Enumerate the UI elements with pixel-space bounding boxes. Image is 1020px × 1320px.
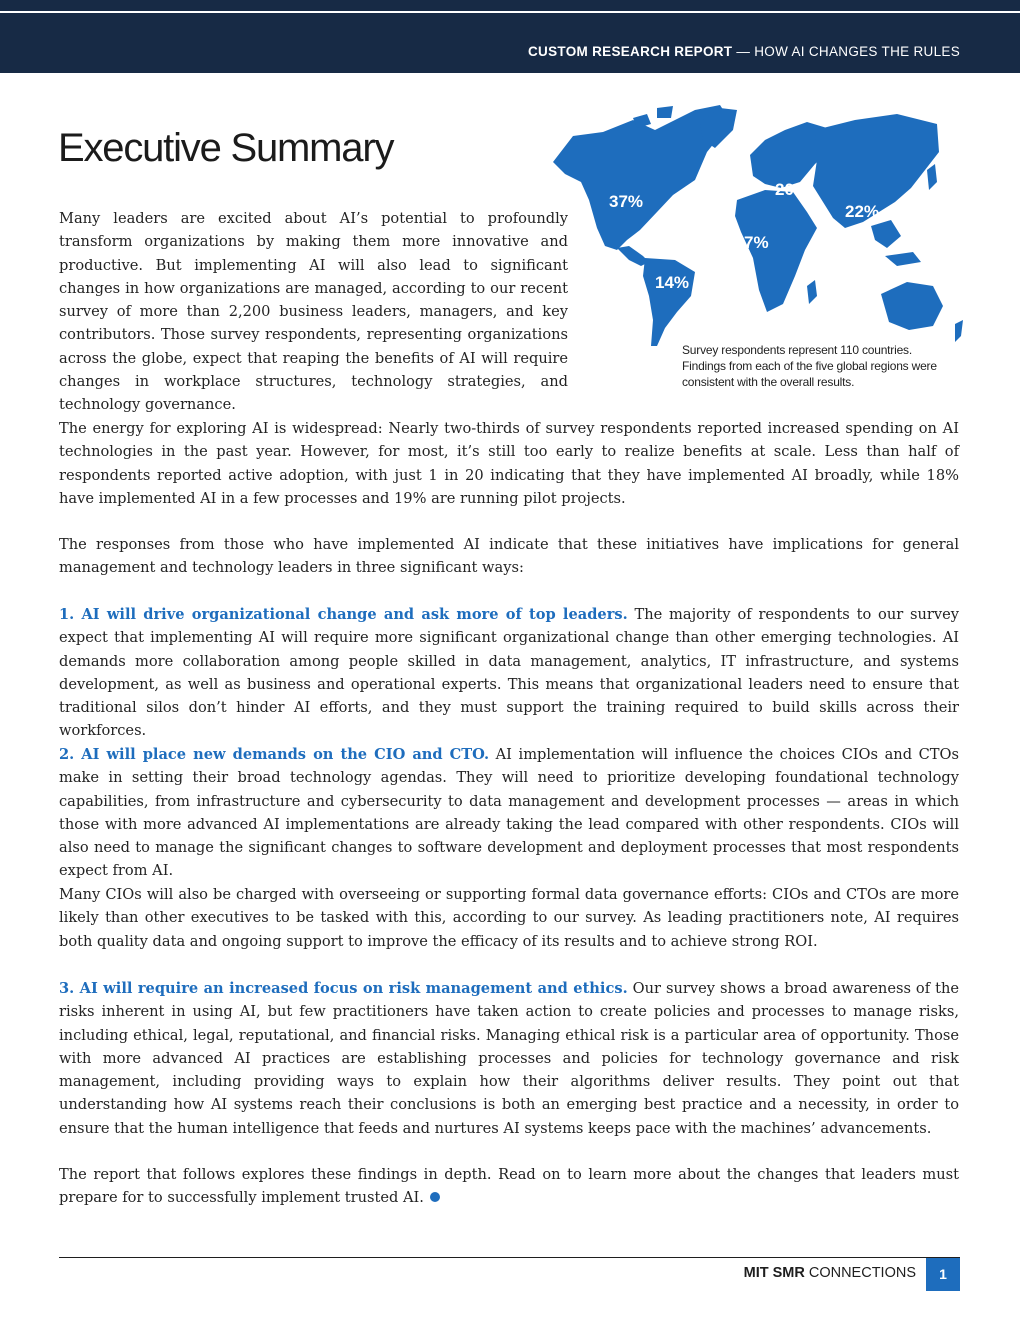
header-rule (0, 11, 1020, 13)
map-label-south-america: 14% (655, 273, 690, 292)
footer-brand-bold: MIT SMR (743, 1265, 805, 1281)
point-1-heading: 1. AI will drive organizational change and ask more of top leaders. (59, 606, 628, 623)
paragraph-governance: Many CIOs will also be charged with overseeing or supporting formal data governance efforts: CIOs and CTOs are more likely than other executives to be tasked with this, according to our survey. As leading practitioners note, AI requires both quality data and ongoing support to improve the efficacy of its results and to achieve strong ROI. (59, 886, 959, 950)
map-label-north-america: 37% (609, 192, 644, 211)
map-madagascar (807, 280, 817, 304)
footer-rule (59, 1257, 960, 1258)
paragraph-implications: The responses from those who have implemented AI indicate that these initiatives have implications for general management and technology leaders in three significant ways: (59, 536, 959, 577)
header-bar (0, 0, 1020, 73)
map-south-america (643, 258, 695, 346)
map-central-america (617, 246, 649, 266)
end-mark-icon (430, 1192, 440, 1202)
point-3-heading: 3. AI will require an increased focus on risk management and ethics. (59, 980, 628, 997)
point-2-heading: 2. AI will place new demands on the CIO and CTO. (59, 746, 490, 763)
footer-brand-rest: CONNECTIONS (804, 1265, 916, 1281)
map-label-asia: 22% (845, 202, 880, 221)
point-2 (59, 743, 959, 883)
map-arctic-island-2 (657, 106, 673, 118)
map-japan (927, 164, 937, 190)
page-title: Executive Summary (58, 126, 394, 170)
point-1 (59, 603, 959, 743)
map-southeast-asia (871, 220, 901, 248)
map-label-africa: 7% (744, 233, 769, 252)
intro-paragraph: Many leaders are excited about AI’s potential to profoundly transform organizations by making them more innovative and productive. But implementing AI will also lead to significant changes in how organizations are managed, according to our recent survey of more than 2,200 business leaders, managers, and key contributors. Those survey respondents, representing organizations across the globe, expect that reaping the benefits of AI will require changes in workplace structures, technology strategies, and technology governance. (59, 210, 568, 414)
map-label-europe: 20% (775, 180, 810, 199)
report-label-rest: — HOW AI CHANGES THE RULES (732, 44, 960, 59)
point-3 (59, 977, 959, 1140)
point-2-text: AI implementation will influence the choices CIOs and CTOs make in setting their broad technology agendas. They will need to prioritize developing foundational technology capabilities, from infrastructure and cybersecurity to data management and development processes — areas in which those with more advanced AI implementations are already taking the lead compared with other respondents. CIOs will also need to manage the significant changes to software development and deployment processes that most respondents expect from AI. (59, 746, 959, 880)
footer-brand (744, 1265, 916, 1281)
map-australia (881, 282, 943, 330)
world-map (545, 100, 970, 350)
paragraph-closing (59, 1163, 959, 1210)
paragraph-adoption: The energy for exploring AI is widespread: Nearly two-thirds of survey respondents reported increased spending on AI technologies in the past year. However, for most, it’s still too early to realize benefits at scale. Less than half of respondents reported active adoption, with just 1 in 20 indicating that they have implemented AI broadly, while 18% have implemented AI in a few processes and 19% are running pilot projects. (59, 420, 959, 507)
page-number: 1 (926, 1258, 960, 1291)
point-1-text: The majority of respondents to our survey expect that implementing AI will require more significant organizational change than other emerging technologies. AI demands more collaboration among people skilled in data management, analytics, IT infrastructure, and systems development, as well as business and operational experts. This means that organizational leaders need to ensure that traditional silos don’t hinder AI efforts, and they must support the training required to build skills across their workforces. (59, 606, 959, 740)
map-indonesia (885, 252, 921, 266)
map-new-zealand (955, 320, 963, 342)
map-caption: Survey respondents represent 110 countries. Findings from each of the five global regions were consistent with the overall results. (682, 343, 937, 389)
closing-text: The report that follows explores these findings in depth. Read on to learn more about the changes that leaders must prepare for to successfully implement trusted AI. (59, 1166, 959, 1207)
point-3-text: Our survey shows a broad awareness of the risks inherent in using AI, but few practitioners have taken action to create policies and processes to manage risks, including ethical, legal, reputational, and financial risks. Managing ethical risk is a particular area of opportunity. Those with more advanced AI practices are establishing processes and policies for technology governance and risk management, including providing ways to explain how their algorithms deliver results. They point out that understanding how AI systems reach their conclusions is both an emerging best practice and a necessity, in order to ensure that the human intelligence that feeds and nurtures AI systems keeps pace with the machines’ advancements. (59, 980, 959, 1137)
report-label (528, 44, 960, 59)
report-label-bold: CUSTOM RESEARCH REPORT (527, 44, 733, 59)
